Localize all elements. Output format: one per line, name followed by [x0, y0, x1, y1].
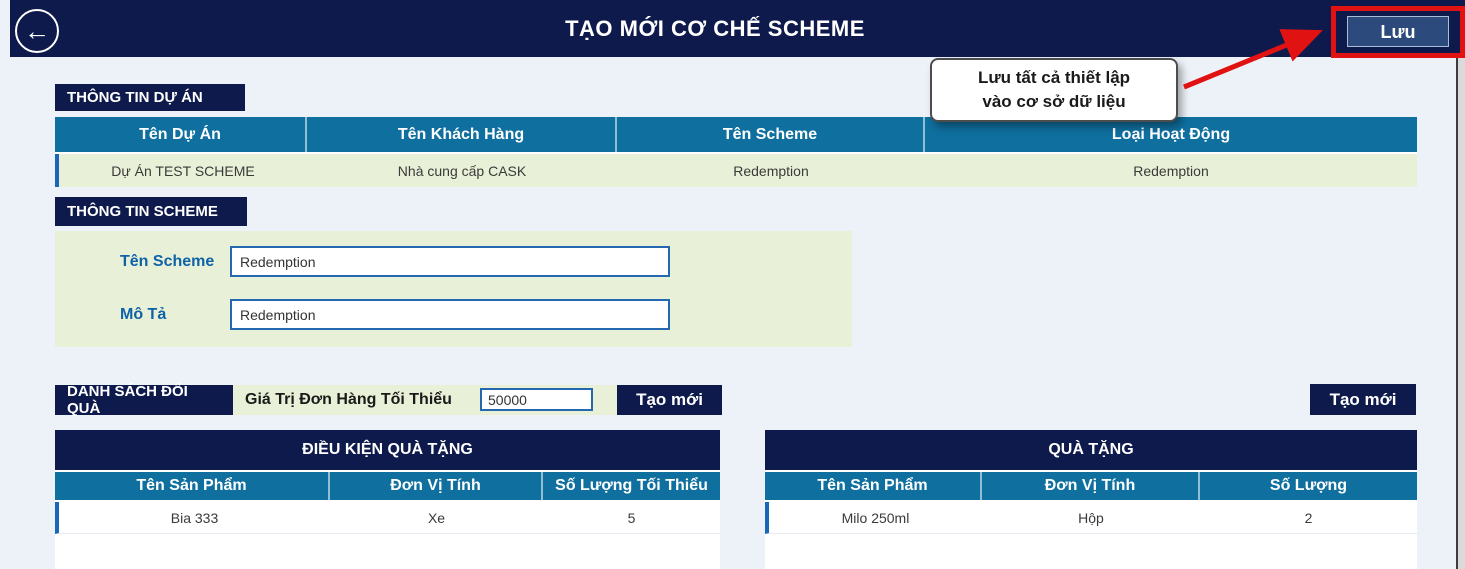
tooltip-line1: Lưu tất cả thiết lập	[977, 68, 1131, 87]
column-header: Số Lượng Tối Thiểu	[555, 477, 708, 494]
arrow-left-icon: ←	[24, 15, 50, 46]
column-header: Loại Hoạt Động	[1111, 125, 1231, 143]
description-input[interactable]	[230, 299, 670, 330]
scheme-name-label: Tên Scheme	[120, 253, 215, 270]
column-header: Tên Khách Hàng	[307, 117, 617, 152]
column-header: Đơn Vị Tính	[982, 472, 1200, 500]
column-header: Tên Sản Phẩm	[55, 472, 330, 500]
column-header: Số Lượng	[1269, 477, 1348, 494]
table-cell: Nhà cung cấp CASK	[397, 162, 527, 179]
gift-table-row[interactable]	[765, 502, 1417, 534]
project-info-table	[55, 117, 1417, 187]
condition-table-title: ĐIỀU KIỆN QUÀ TẶNG	[55, 430, 720, 472]
table-cell: Redemption	[1133, 162, 1209, 179]
gift-table-header-row	[765, 472, 1417, 502]
section-label-scheme-info: THÔNG TIN SCHEME	[55, 197, 247, 226]
table-cell: Xe	[427, 509, 446, 526]
column-header: Tên Scheme	[617, 117, 925, 152]
create-gift-button[interactable]: Tạo mới	[1310, 384, 1416, 415]
condition-table-header-row	[55, 472, 720, 502]
min-order-input[interactable]	[480, 388, 593, 411]
project-table-header-row	[55, 117, 1417, 154]
gift-table-title: QUÀ TẶNG	[765, 430, 1417, 472]
column-header: Đơn Vị Tính	[330, 472, 543, 500]
tooltip-line2: vào cơ sở dữ liệu	[982, 92, 1126, 111]
column-header: Tên Sản Phẩm	[765, 472, 982, 500]
scheme-name-input[interactable]	[230, 246, 670, 277]
create-condition-button[interactable]: Tạo mới	[617, 385, 722, 415]
table-cell: Redemption	[733, 162, 809, 179]
section-label-project-info: THÔNG TIN DỰ ÁN	[55, 84, 245, 111]
save-tooltip-callout	[930, 58, 1178, 122]
table-cell: 2	[1304, 509, 1313, 526]
gift-table	[765, 430, 1417, 569]
page-title: TẠO MỚI CƠ CHẾ SCHEME	[565, 16, 865, 41]
condition-table	[55, 430, 720, 569]
table-cell: 5	[627, 509, 636, 526]
save-button[interactable]: Lưu	[1347, 16, 1449, 47]
table-cell: Milo 250ml	[841, 509, 910, 526]
scheme-info-panel	[55, 231, 852, 347]
condition-table-row[interactable]	[55, 502, 720, 534]
back-button[interactable]	[15, 9, 59, 53]
table-cell: Dự Án TEST SCHEME	[111, 162, 255, 179]
min-order-label: Giá Trị Đơn Hàng Tối Thiểu	[245, 391, 452, 408]
section-label-gift-list: DANH SÁCH ĐỔI QUÀ	[55, 385, 233, 415]
project-table-row[interactable]	[55, 154, 1417, 187]
table-cell: Hộp	[1078, 509, 1104, 526]
min-order-strip	[233, 385, 617, 415]
table-cell: Bia 333	[170, 509, 219, 526]
vertical-scrollbar[interactable]	[1456, 57, 1465, 569]
description-label: Mô Tả	[120, 306, 167, 323]
column-header: Tên Dự Án	[55, 117, 307, 152]
